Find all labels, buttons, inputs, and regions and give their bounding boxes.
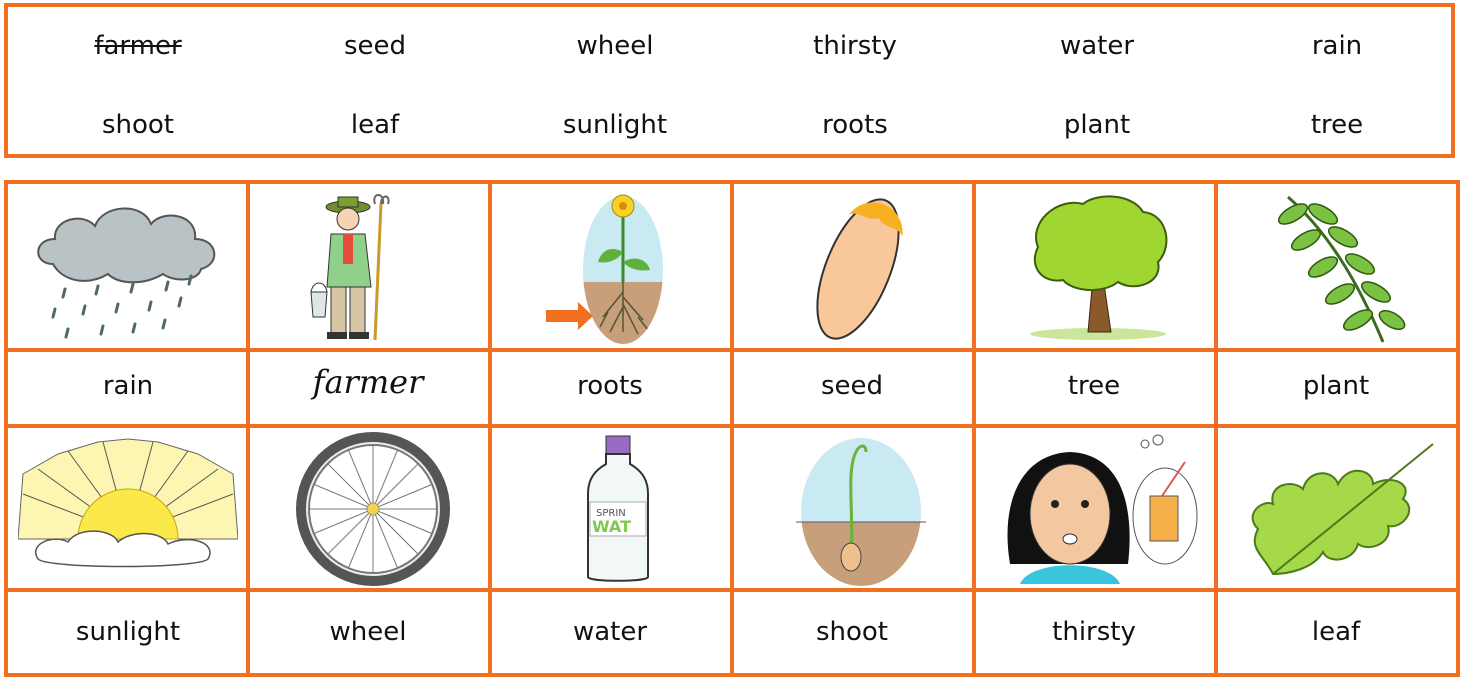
grid-divider xyxy=(8,348,1456,352)
leaf-icon xyxy=(1243,434,1443,584)
word-bank xyxy=(4,3,1455,158)
grid-divider xyxy=(8,588,1456,592)
card-label: roots xyxy=(577,371,643,401)
grid-divider xyxy=(972,184,976,673)
word-bank-word: tree xyxy=(1310,110,1364,140)
word-bank-word: wheel xyxy=(576,31,654,61)
bottle-label-text: SPRIN xyxy=(596,508,626,519)
grid-divider xyxy=(246,184,250,673)
grid-divider xyxy=(1214,184,1218,673)
word-bank-word: roots xyxy=(822,110,888,140)
card-label: plant xyxy=(1302,371,1370,401)
water-bottle-icon xyxy=(578,432,658,587)
roots-diagram-icon xyxy=(538,192,688,347)
grid-divider xyxy=(730,184,734,673)
card-label: leaf xyxy=(1311,617,1361,647)
word-bank-word: rain xyxy=(1311,31,1363,61)
card-label: sunlight xyxy=(75,617,181,647)
word-bank-word: farmer xyxy=(94,31,182,61)
word-bank-word: leaf xyxy=(350,110,400,140)
thirsty-girl-icon xyxy=(1000,434,1200,584)
card-label: seed xyxy=(820,371,884,401)
wheel-icon xyxy=(293,432,453,587)
sunlight-icon xyxy=(18,434,238,584)
farmer-icon xyxy=(293,192,443,347)
grid-divider xyxy=(8,424,1456,428)
word-bank-word: thirsty xyxy=(813,31,897,61)
seed-icon xyxy=(803,192,913,347)
word-bank-word: shoot xyxy=(101,110,175,140)
grid-divider xyxy=(488,184,492,673)
rain-cloud-icon xyxy=(23,194,233,344)
plant-leaves-icon xyxy=(1268,192,1408,347)
card-label: tree xyxy=(1067,371,1121,401)
card-label: water xyxy=(572,617,648,647)
word-bank-word: seed xyxy=(343,31,407,61)
card-label: rain xyxy=(102,371,154,401)
word-bank-word: water xyxy=(1059,31,1135,61)
word-bank-word: plant xyxy=(1063,110,1131,140)
shoot-icon xyxy=(796,432,926,587)
svg-text:WAT: WAT xyxy=(592,517,631,536)
word-bank-word: sunlight xyxy=(562,110,668,140)
card-label: farmer xyxy=(312,363,424,401)
picture-card-grid xyxy=(4,180,1460,677)
card-label: thirsty xyxy=(1052,617,1136,647)
card-label: shoot xyxy=(815,617,889,647)
card-label: wheel xyxy=(329,617,407,647)
tree-icon xyxy=(1023,192,1173,347)
